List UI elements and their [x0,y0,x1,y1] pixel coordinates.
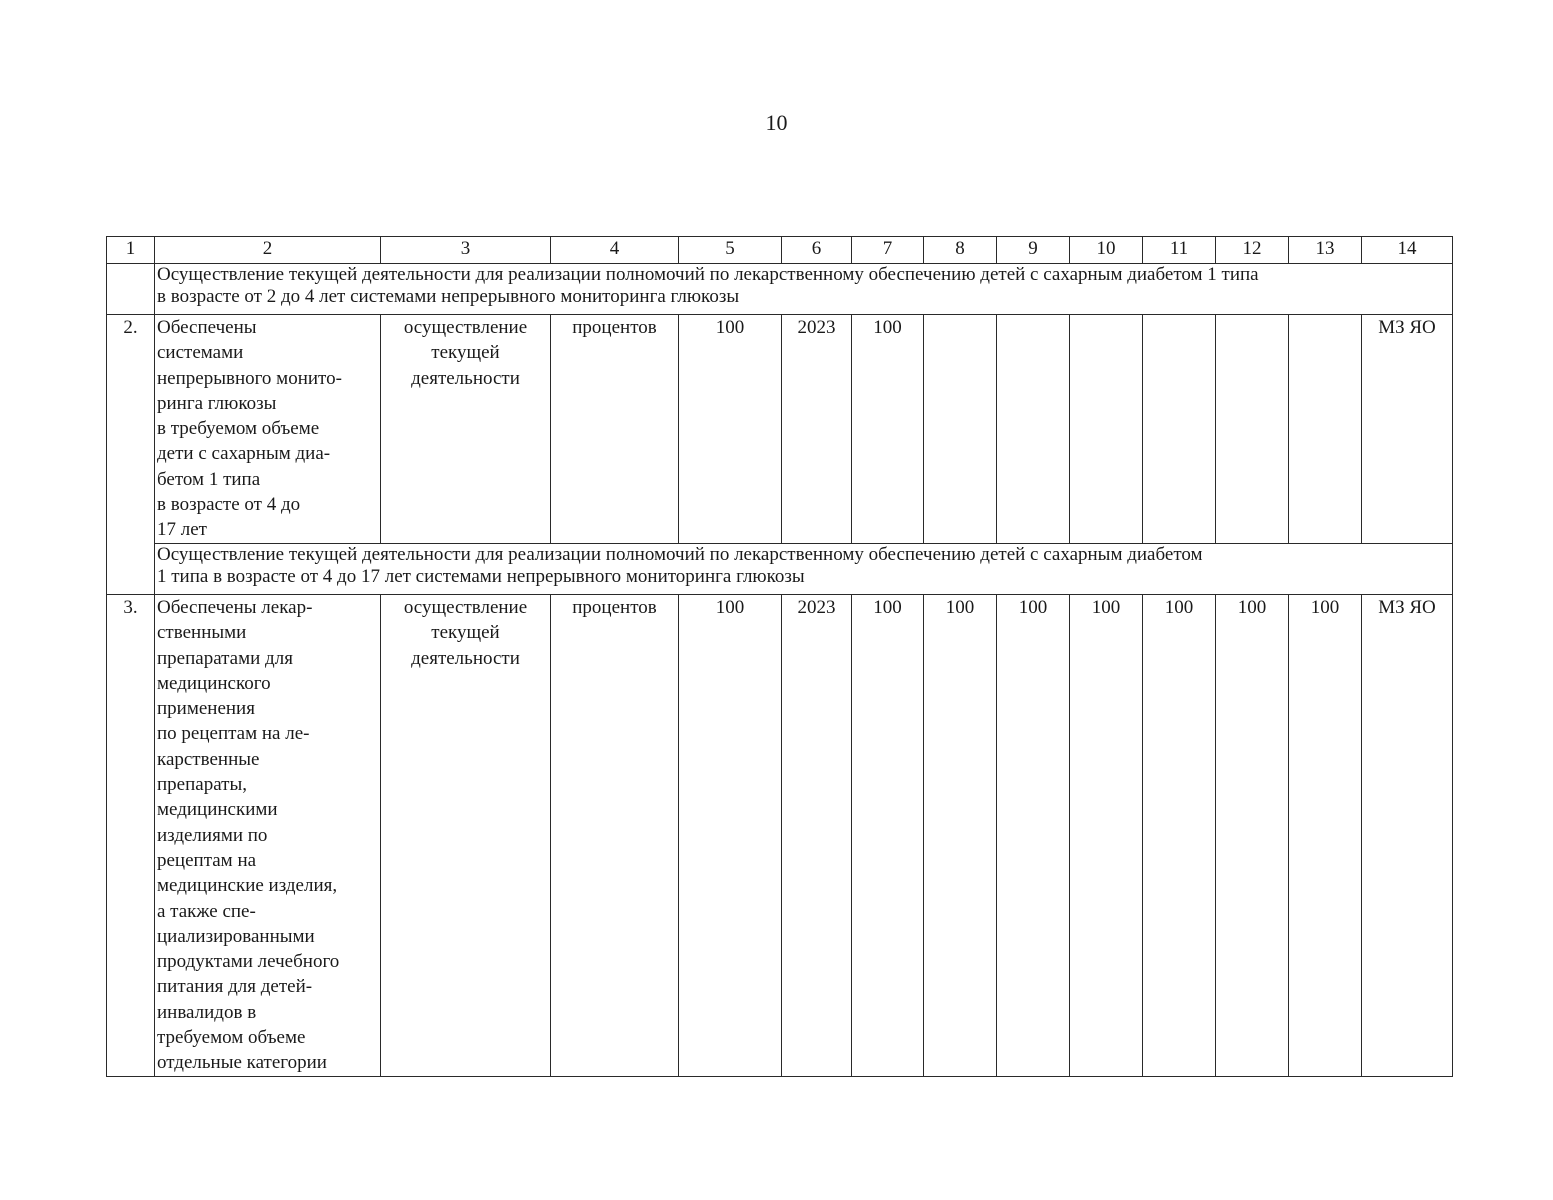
description-line: медицинскими [157,799,278,821]
column-header: 10 [1070,237,1143,264]
row-value [1070,315,1143,544]
row-value: 100 [852,595,924,1077]
row-description [155,595,381,1077]
page-number: 10 [765,110,788,135]
activity-type-line: деятельности [411,647,520,669]
description-line: в возрасте от 4 до [157,494,301,516]
row-value: 100 [924,595,997,1077]
section-heading-row [107,264,1453,315]
row-base-year: 2023 [782,595,852,1077]
description-line: ринга глюкозы [157,392,277,414]
description-line: требуемом объеме [157,1027,306,1049]
section-heading-row [107,544,1453,595]
description-line: питания для детей- [157,976,313,998]
description-line: дети с сахарным диа- [157,443,331,465]
activity-type-line: осуществление [403,597,528,618]
row-base-year: 2023 [782,315,852,544]
indicators-table [106,236,1453,1077]
column-header: 13 [1289,237,1362,264]
table-row [107,315,1453,544]
description-line: циализированными [157,925,315,947]
section-heading-line: Осуществление текущей деятельности для реализации полномочий по лекарственному обеспечению детей с сахарным диабетом [157,544,1203,565]
description-line: отдельные категории [157,1052,327,1074]
description-line: рецептам на [157,849,257,871]
row-value: 100 [852,315,924,544]
row-activity-type [381,595,551,1077]
section-heading-line: Осуществление текущей деятельности для реализации полномочий по лекарственному обеспечению детей с сахарным диабетом 1 типа [157,264,1259,285]
description-line: в требуемом объеме [157,418,320,440]
column-header: 6 [782,237,852,264]
column-header: 1 [107,237,155,264]
row-value: 100 [997,595,1070,1077]
description-line: системами [157,342,244,364]
description-line: 17 лет [157,519,207,541]
description-line: изделиями по [157,824,268,846]
row-base-value: 100 [679,315,782,544]
activity-type-line: осуществление [403,317,528,338]
description-line: Обеспечены лекар- [157,597,313,618]
section-heading [155,264,1453,315]
table-row [107,595,1453,1077]
description-line: препаратами для [157,647,293,669]
description-line: медицинского [157,672,271,694]
activity-type-line: текущей [431,342,500,364]
section-heading [155,544,1453,595]
activity-type-line: текущей [431,622,500,644]
row-responsible: МЗ ЯО [1362,595,1453,1077]
column-header: 11 [1143,237,1216,264]
section-heading-line: в возрасте от 2 до 4 лет системами непрерывного мониторинга глюкозы [157,286,740,307]
row-responsible: МЗ ЯО [1362,315,1453,544]
column-header: 14 [1362,237,1453,264]
description-line: непрерывного монито- [157,367,342,389]
row-value: 100 [1216,595,1289,1077]
description-line: по рецептам на ле- [157,723,310,745]
empty-number-cell [107,264,155,315]
description-line: инвалидов в [157,1001,257,1023]
section-heading-line: 1 типа в возрасте от 4 до 17 лет системами непрерывного мониторинга глюкозы [157,566,805,587]
column-number-row [107,237,1453,264]
row-value [1289,315,1362,544]
row-unit: процентов [551,315,679,544]
row-value: 100 [1070,595,1143,1077]
column-header: 7 [852,237,924,264]
description-line: а также спе- [157,900,256,922]
row-value [997,315,1070,544]
column-header: 3 [381,237,551,264]
row-activity-type [381,315,551,544]
description-line: карственные [157,748,260,770]
description-line: медицинские изделия, [157,875,338,897]
description-line: Обеспечены [157,317,257,338]
description-line: продуктами лечебного [157,951,340,973]
description-line: применения [157,698,255,720]
row-value: 100 [1289,595,1362,1077]
column-header: 2 [155,237,381,264]
row-value [1143,315,1216,544]
row-number: 2. [107,315,155,595]
activity-type-line: деятельности [411,367,520,389]
description-line: ственными [157,622,247,644]
row-base-value: 100 [679,595,782,1077]
row-value [1216,315,1289,544]
description-line: бетом 1 типа [157,468,261,490]
description-line: препараты, [157,774,247,796]
row-number: 3. [107,595,155,1077]
row-value [924,315,997,544]
column-header: 9 [997,237,1070,264]
column-header: 5 [679,237,782,264]
column-header: 12 [1216,237,1289,264]
column-header: 4 [551,237,679,264]
column-header: 8 [924,237,997,264]
row-value: 100 [1143,595,1216,1077]
row-unit: процентов [551,595,679,1077]
row-description [155,315,381,544]
